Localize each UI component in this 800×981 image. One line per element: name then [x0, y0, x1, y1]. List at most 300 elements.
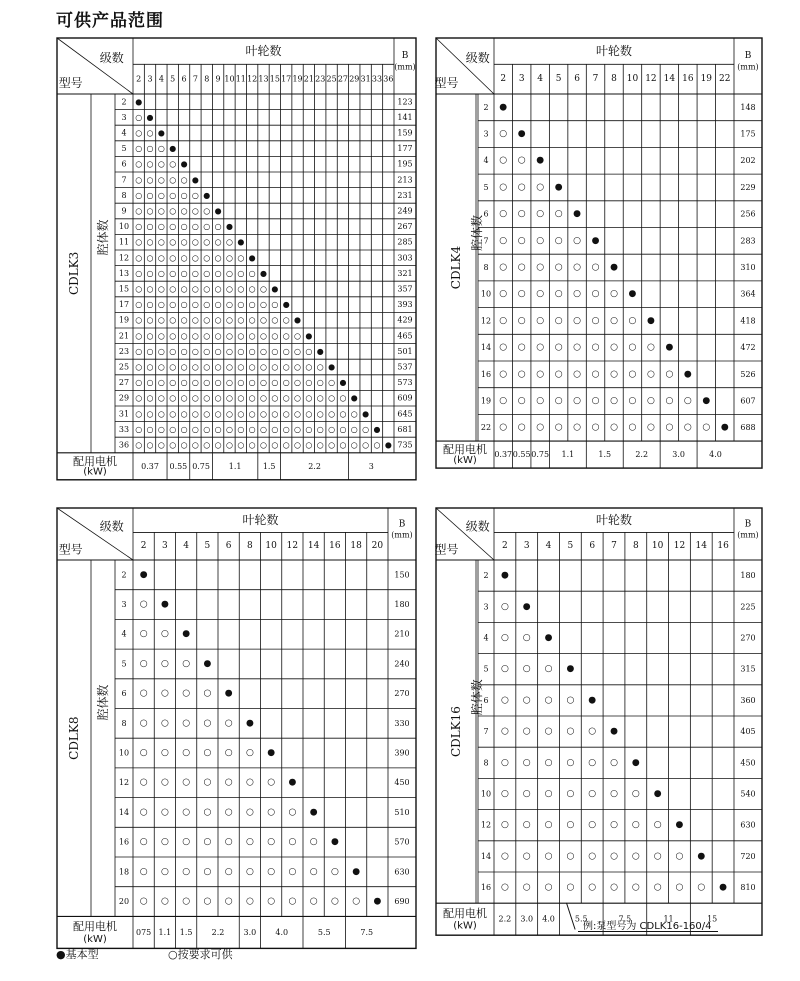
optional-mark: ○ — [182, 896, 191, 907]
optional-mark: ○ — [224, 718, 233, 729]
optional-mark: ○ — [191, 378, 199, 388]
optional-mark: ○ — [203, 346, 211, 356]
optional-mark: ○ — [237, 424, 245, 434]
optional-mark: ○ — [499, 262, 508, 273]
optional-mark: ○ — [675, 851, 684, 862]
b-value: 450 — [394, 778, 410, 788]
chamber-number: 3 — [483, 602, 489, 612]
chamber-number: 4 — [483, 156, 489, 166]
chamber-number: 5 — [121, 659, 127, 669]
optional-mark: ○ — [517, 396, 526, 407]
optional-mark: ○ — [191, 393, 199, 403]
optional-mark: ○ — [591, 262, 600, 273]
optional-mark: ○ — [225, 393, 233, 403]
basic-type-mark: ● — [352, 866, 361, 877]
impeller-number: 29 — [349, 74, 360, 84]
impeller-number: 21 — [303, 74, 314, 84]
optional-mark: ○ — [573, 396, 581, 407]
optional-mark: ○ — [588, 820, 597, 831]
optional-mark: ○ — [157, 222, 165, 232]
optional-mark: ○ — [294, 424, 302, 434]
motor-power: 1.1 — [561, 450, 575, 460]
b-value: 141 — [397, 112, 413, 122]
optional-mark: ○ — [135, 144, 143, 154]
model-name: CDLK16 — [449, 706, 464, 758]
optional-mark: ○ — [203, 393, 211, 403]
optional-mark: ○ — [135, 284, 143, 294]
optional-mark: ○ — [160, 896, 169, 907]
optional-mark: ○ — [282, 424, 290, 434]
optional-mark: ○ — [566, 851, 575, 862]
impeller-number: 3 — [518, 74, 525, 85]
b-value: 148 — [740, 102, 756, 112]
optional-mark: ○ — [169, 378, 177, 388]
chamber-number: 12 — [480, 316, 492, 326]
chamber-number: 18 — [118, 867, 130, 877]
b-value: 270 — [740, 633, 756, 643]
optional-mark: ○ — [135, 424, 143, 434]
optional-mark: ○ — [522, 820, 531, 831]
b-value: 180 — [394, 600, 410, 610]
optional-mark: ○ — [169, 315, 177, 325]
optional-mark: ○ — [282, 315, 290, 325]
b-value: 256 — [740, 209, 756, 219]
optional-mark: ○ — [146, 190, 154, 200]
b-column-label: B — [401, 50, 409, 61]
optional-mark: ○ — [305, 424, 313, 434]
model-name: CDLK4 — [449, 245, 464, 290]
basic-type-mark: ● — [675, 820, 684, 831]
model-name: CDLK8 — [67, 716, 82, 760]
optional-mark: ○ — [139, 658, 148, 669]
impeller-number: 11 — [235, 74, 246, 84]
motor-power: 0.75 — [531, 450, 550, 460]
optional-mark: ○ — [294, 409, 302, 419]
optional-mark: ○ — [203, 424, 211, 434]
optional-mark: ○ — [305, 362, 313, 372]
optional-mark: ○ — [260, 440, 267, 450]
basic-type-mark: ● — [260, 268, 267, 278]
impeller-number: 36 — [383, 74, 394, 84]
optional-mark: ○ — [248, 440, 256, 450]
optional-mark: ○ — [139, 688, 148, 699]
chamber-number: 6 — [483, 209, 489, 219]
optional-mark: ○ — [517, 422, 526, 433]
basic-type-mark: ● — [214, 206, 222, 216]
optional-mark: ○ — [135, 222, 143, 232]
optional-mark: ○ — [499, 369, 508, 380]
chamber-number: 29 — [118, 393, 130, 403]
chamber-number: 19 — [118, 315, 130, 325]
optional-mark: ○ — [499, 422, 508, 433]
optional-mark: ○ — [248, 284, 256, 294]
chamber-number: 10 — [118, 748, 130, 758]
optional-mark: ○ — [203, 206, 211, 216]
b-value: 810 — [740, 883, 756, 893]
optional-mark: ○ — [225, 424, 233, 434]
optional-mark: ○ — [294, 362, 302, 372]
basic-type-mark: ● — [160, 599, 169, 610]
b-value: 249 — [397, 206, 413, 216]
chamber-number: 9 — [121, 206, 127, 216]
optional-mark: ○ — [591, 342, 600, 353]
motor-power: 2.2 — [498, 914, 512, 924]
optional-mark: ○ — [628, 422, 637, 433]
optional-mark: ○ — [267, 866, 276, 877]
optional-mark: ○ — [182, 718, 191, 729]
optional-mark: ○ — [225, 284, 233, 294]
chamber-number: 12 — [118, 778, 130, 788]
basic-type-mark: ● — [146, 112, 154, 122]
optional-mark: ○ — [169, 346, 177, 356]
optional-mark: ○ — [180, 409, 188, 419]
optional-mark: ○ — [157, 268, 165, 278]
optional-mark: ○ — [203, 409, 211, 419]
optional-mark: ○ — [169, 393, 177, 403]
optional-mark: ○ — [146, 237, 154, 247]
optional-mark: ○ — [517, 289, 526, 300]
chamber-number: 16 — [118, 837, 130, 847]
motor-unit-label: (kW) — [453, 920, 477, 932]
optional-mark: ○ — [271, 346, 279, 356]
optional-mark: ○ — [591, 289, 600, 300]
motor-power: 4.0 — [709, 450, 722, 460]
optional-mark: ○ — [248, 424, 256, 434]
optional-mark: ○ — [182, 688, 191, 699]
optional-mark: ○ — [500, 601, 509, 612]
impeller-number: 8 — [611, 74, 617, 85]
basic-type-mark: ● — [683, 369, 692, 380]
optional-mark: ○ — [237, 268, 245, 278]
impeller-number: 10 — [265, 541, 277, 552]
optional-mark: ○ — [214, 315, 222, 325]
basic-type-mark: ● — [330, 837, 339, 848]
optional-mark: ○ — [536, 209, 545, 220]
optional-mark: ○ — [169, 206, 177, 216]
optional-mark: ○ — [610, 882, 618, 893]
optional-mark: ○ — [647, 369, 655, 380]
impeller-number: 12 — [247, 74, 258, 84]
optional-mark: ○ — [237, 409, 245, 419]
optional-mark: ○ — [237, 331, 245, 341]
impeller-count-label: 叶轮数 — [242, 513, 279, 528]
b-value: 630 — [394, 867, 410, 877]
optional-mark: ○ — [169, 409, 177, 419]
optional-mark: ○ — [544, 726, 553, 737]
optional-mark: ○ — [203, 748, 212, 759]
optional-mark: ○ — [500, 788, 509, 799]
optional-mark: ○ — [522, 726, 531, 737]
optional-mark: ○ — [245, 896, 254, 907]
optional-mark: ○ — [182, 837, 191, 848]
chamber-number: 7 — [483, 727, 489, 737]
optional-mark: ○ — [309, 837, 318, 848]
b-value: 195 — [397, 159, 413, 169]
optional-mark: ○ — [271, 393, 279, 403]
impeller-number: 22 — [719, 74, 731, 85]
optional-mark: ○ — [203, 331, 211, 341]
optional-mark: ○ — [260, 284, 267, 294]
basic-type-mark: ● — [328, 362, 336, 372]
optional-mark: ○ — [499, 209, 508, 220]
optional-mark: ○ — [288, 807, 297, 818]
optional-mark: ○ — [139, 777, 148, 788]
optional-mark: ○ — [544, 757, 553, 768]
basic-type-mark: ● — [373, 896, 382, 907]
optional-mark: ○ — [522, 632, 531, 643]
b-value: 501 — [397, 346, 413, 356]
optional-mark: ○ — [139, 807, 148, 818]
b-value: 321 — [397, 268, 413, 278]
impeller-number: 10 — [626, 74, 639, 85]
b-value: 225 — [740, 602, 756, 612]
optional-mark: ○ — [522, 851, 531, 862]
optional-mark: ○ — [294, 440, 302, 450]
motor-power: 2.2 — [211, 927, 225, 937]
impeller-number: 2 — [136, 74, 142, 84]
optional-mark: ○ — [214, 440, 222, 450]
optional-mark: ○ — [566, 788, 575, 799]
impeller-number: 16 — [682, 74, 694, 85]
impeller-number: 17 — [281, 74, 292, 84]
optional-mark: ○ — [267, 777, 276, 788]
optional-mark: ○ — [191, 284, 199, 294]
optional-mark: ○ — [675, 882, 684, 893]
optional-mark: ○ — [499, 182, 508, 193]
basic-type-mark: ● — [294, 315, 302, 325]
b-value: 510 — [394, 807, 410, 817]
optional-mark: ○ — [294, 346, 302, 356]
basic-type-mark: ● — [350, 393, 358, 403]
optional-mark: ○ — [536, 235, 545, 246]
optional-mark: ○ — [628, 396, 637, 407]
optional-mark: ○ — [135, 362, 143, 372]
optional-mark: ○ — [628, 315, 637, 326]
chamber-number: 4 — [121, 128, 127, 138]
b-value: 390 — [394, 748, 410, 758]
optional-mark: ○ — [544, 820, 553, 831]
optional-mark: ○ — [146, 128, 154, 138]
optional-mark: ○ — [180, 190, 188, 200]
optional-mark: ○ — [225, 331, 233, 341]
basic-type-mark: ● — [702, 396, 711, 407]
optional-mark: ○ — [566, 757, 575, 768]
optional-mark: ○ — [554, 369, 563, 380]
optional-mark: ○ — [180, 315, 188, 325]
optional-mark: ○ — [544, 851, 553, 862]
optional-mark: ○ — [522, 757, 531, 768]
chamber-number: 3 — [121, 600, 127, 610]
b-value: 123 — [397, 97, 413, 107]
optional-mark: ○ — [157, 378, 165, 388]
impeller-number: 10 — [651, 541, 664, 552]
impeller-number: 7 — [592, 74, 599, 85]
b-value: 310 — [740, 263, 756, 273]
stages-label: 级数 — [99, 51, 124, 66]
chamber-number: 22 — [480, 423, 492, 433]
optional-mark: ○ — [157, 393, 165, 403]
optional-mark: ○ — [631, 851, 640, 862]
impeller-number: 12 — [645, 74, 657, 85]
optional-mark: ○ — [157, 175, 165, 185]
optional-mark: ○ — [610, 851, 618, 862]
optional-mark: ○ — [610, 820, 618, 831]
table-svg — [56, 37, 417, 481]
impeller-number: 2 — [140, 541, 147, 552]
optional-mark: ○ — [653, 851, 662, 862]
optional-mark: ○ — [180, 222, 188, 232]
optional-mark: ○ — [517, 209, 526, 220]
impeller-number: 8 — [247, 541, 253, 552]
motor-power: 1.1 — [228, 461, 242, 471]
optional-mark: ○ — [267, 896, 276, 907]
table-cdlk8 — [56, 507, 417, 949]
optional-mark: ○ — [180, 175, 188, 185]
optional-mark: ○ — [245, 748, 254, 759]
optional-mark: ○ — [350, 424, 358, 434]
page-title: 可供产品范围 — [56, 11, 164, 31]
impeller-number: 5 — [204, 541, 211, 552]
optional-mark: ○ — [160, 837, 169, 848]
chamber-number: 31 — [118, 409, 130, 419]
chamber-number: 23 — [118, 346, 130, 356]
optional-mark: ○ — [203, 807, 212, 818]
optional-mark: ○ — [610, 315, 618, 326]
optional-mark: ○ — [214, 331, 222, 341]
b-value: 690 — [394, 897, 410, 907]
optional-mark: ○ — [146, 346, 154, 356]
optional-mark: ○ — [169, 424, 177, 434]
optional-mark: ○ — [157, 331, 165, 341]
optional-mark: ○ — [203, 222, 211, 232]
b-unit-label: (mm) — [737, 530, 759, 540]
motor-power: 5.5 — [574, 914, 588, 924]
motor-power: 2.2 — [308, 461, 321, 471]
optional-mark: ○ — [500, 882, 509, 893]
motor-power: 7.5 — [618, 914, 632, 924]
optional-mark: ○ — [160, 688, 169, 699]
chamber-number: 5 — [483, 664, 489, 674]
optional-mark: ○ — [339, 393, 347, 403]
b-value: 735 — [397, 440, 413, 450]
optional-mark: ○ — [499, 289, 508, 300]
optional-mark: ○ — [157, 237, 165, 247]
chamber-number: 5 — [483, 182, 489, 192]
b-value: 607 — [740, 396, 756, 406]
optional-mark: ○ — [139, 866, 148, 877]
optional-mark: ○ — [237, 346, 245, 356]
optional-mark: ○ — [316, 424, 324, 434]
optional-mark: ○ — [180, 300, 188, 310]
optional-mark: ○ — [554, 422, 563, 433]
optional-mark: ○ — [500, 757, 509, 768]
optional-mark: ○ — [237, 362, 245, 372]
impeller-number: 14 — [307, 541, 320, 552]
b-value: 360 — [740, 695, 756, 705]
chamber-number: 2 — [121, 570, 127, 580]
optional-mark: ○ — [203, 284, 211, 294]
optional-mark: ○ — [573, 235, 581, 246]
optional-mark: ○ — [522, 788, 531, 799]
chamber-number: 8 — [483, 758, 489, 768]
b-value: 303 — [397, 253, 413, 263]
optional-mark: ○ — [517, 342, 526, 353]
optional-mark: ○ — [169, 331, 177, 341]
optional-mark: ○ — [191, 253, 199, 263]
basic-type-mark: ● — [631, 757, 640, 768]
optional-mark: ○ — [180, 346, 188, 356]
optional-mark: ○ — [373, 440, 381, 450]
optional-mark: ○ — [146, 284, 154, 294]
optional-mark: ○ — [653, 882, 662, 893]
optional-mark: ○ — [169, 222, 177, 232]
basic-type-mark: ● — [169, 144, 177, 154]
optional-mark: ○ — [305, 409, 313, 419]
optional-mark: ○ — [157, 300, 165, 310]
optional-mark: ○ — [267, 807, 276, 818]
b-value: 229 — [740, 182, 756, 192]
impeller-number: 6 — [181, 74, 187, 84]
optional-mark: ○ — [517, 235, 526, 246]
optional-mark: ○ — [146, 331, 154, 341]
optional-mark: ○ — [665, 422, 674, 433]
impeller-count-label: 叶轮数 — [596, 513, 632, 528]
b-value: 283 — [740, 236, 756, 246]
optional-mark: ○ — [536, 262, 545, 273]
optional-mark: ○ — [139, 837, 148, 848]
optional-mark: ○ — [554, 235, 563, 246]
optional-mark: ○ — [282, 393, 290, 403]
optional-mark: ○ — [522, 882, 531, 893]
optional-mark: ○ — [214, 237, 222, 247]
optional-mark: ○ — [180, 393, 188, 403]
optional-mark: ○ — [203, 300, 211, 310]
optional-mark: ○ — [271, 362, 279, 372]
basic-type-mark: ● — [288, 777, 297, 788]
optional-mark: ○ — [135, 393, 143, 403]
optional-mark: ○ — [135, 268, 143, 278]
optional-mark: ○ — [631, 882, 640, 893]
optional-mark: ○ — [191, 409, 199, 419]
optional-mark: ○ — [536, 182, 545, 193]
impeller-count-label: 叶轮数 — [596, 44, 632, 59]
basic-type-mark: ● — [191, 175, 199, 185]
optional-mark: ○ — [271, 424, 279, 434]
optional-mark: ○ — [203, 268, 211, 278]
optional-mark: ○ — [499, 129, 508, 140]
optional-mark: ○ — [225, 440, 233, 450]
optional-mark: ○ — [628, 342, 637, 353]
optional-mark: ○ — [146, 424, 154, 434]
impeller-number: 13 — [258, 74, 269, 84]
basic-type-mark: ● — [182, 629, 191, 640]
b-value: 418 — [740, 316, 756, 326]
basic-type-mark: ● — [248, 253, 256, 263]
optional-mark: ○ — [157, 159, 165, 169]
chamber-number: 2 — [483, 102, 489, 112]
basic-type-mark: ● — [610, 262, 618, 273]
optional-mark: ○ — [517, 155, 526, 166]
b-value: 720 — [740, 851, 756, 861]
basic-type-mark: ● — [665, 342, 674, 353]
optional-mark: ○ — [135, 409, 143, 419]
optional-mark: ○ — [169, 190, 177, 200]
impeller-number: 6 — [589, 541, 596, 552]
optional-mark: ○ — [224, 837, 233, 848]
optional-mark: ○ — [135, 346, 143, 356]
optional-mark: ○ — [135, 315, 143, 325]
impeller-number: 7 — [192, 74, 198, 84]
